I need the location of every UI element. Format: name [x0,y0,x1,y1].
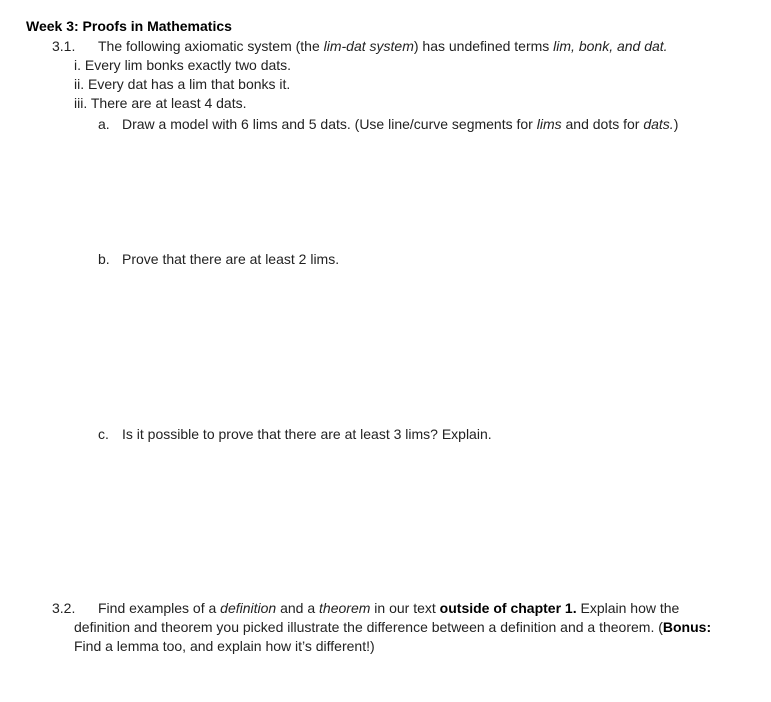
question-3-1-number: 3.1. [52,38,76,54]
part-a-text [122,115,678,134]
intro-text-a: The following axiomatic system (the [98,38,324,54]
q32-l1-text-b: and a [276,600,320,616]
question-3-2-line-2 [74,618,711,637]
intro-text-b: ) has undefined terms [413,38,554,54]
part-c-letter: c. [98,426,109,442]
part-a-text-b: and dots for [561,116,644,132]
q32-em-theorem: theorem [319,600,371,616]
axiom-1: i. Every lim bonks exactly two dats. [74,57,292,73]
question-3-2-line-3: Find a lemma too, and explain how it’s different!) [74,638,375,654]
intro-undefined-terms: lim, bonk, and dat. [553,38,668,54]
page-title: Week 3: Proofs in Mathematics [26,18,232,34]
q32-bold-outside-chapter: outside of chapter 1. [439,600,577,616]
question-3-2-number: 3.2. [52,600,76,616]
part-a-text-a: Draw a model with 6 lims and 5 dats. (Use line/curve segments for [122,116,537,132]
q32-em-definition: definition [220,600,277,616]
question-3-1-intro [98,37,668,56]
part-b-text: Prove that there are at least 2 lims. [122,251,340,267]
part-c-text: Is it possible to prove that there are at least 3 lims? Explain. [122,426,492,442]
q32-l2-text-a: definition and theorem you picked illustrate the difference between a definition and a theorem. ( [74,619,663,635]
q32-l1-text-a: Find examples of a [98,600,221,616]
axiom-3: iii. There are at least 4 dats. [74,95,247,111]
part-a-em-lims: lims [536,116,562,132]
part-a-em-dats: dats. [643,116,674,132]
axiom-2: ii. Every dat has a lim that bonks it. [74,76,291,92]
q32-l1-text-d: Explain how the [576,600,680,616]
part-a-text-c: ) [673,116,679,132]
question-3-2-line-1 [98,599,679,618]
part-a-letter: a. [98,116,110,132]
part-b-letter: b. [98,251,110,267]
intro-term-lim-dat: lim-dat system [323,38,414,54]
q32-l1-text-c: in our text [370,600,440,616]
q32-bold-bonus: Bonus: [662,619,712,635]
